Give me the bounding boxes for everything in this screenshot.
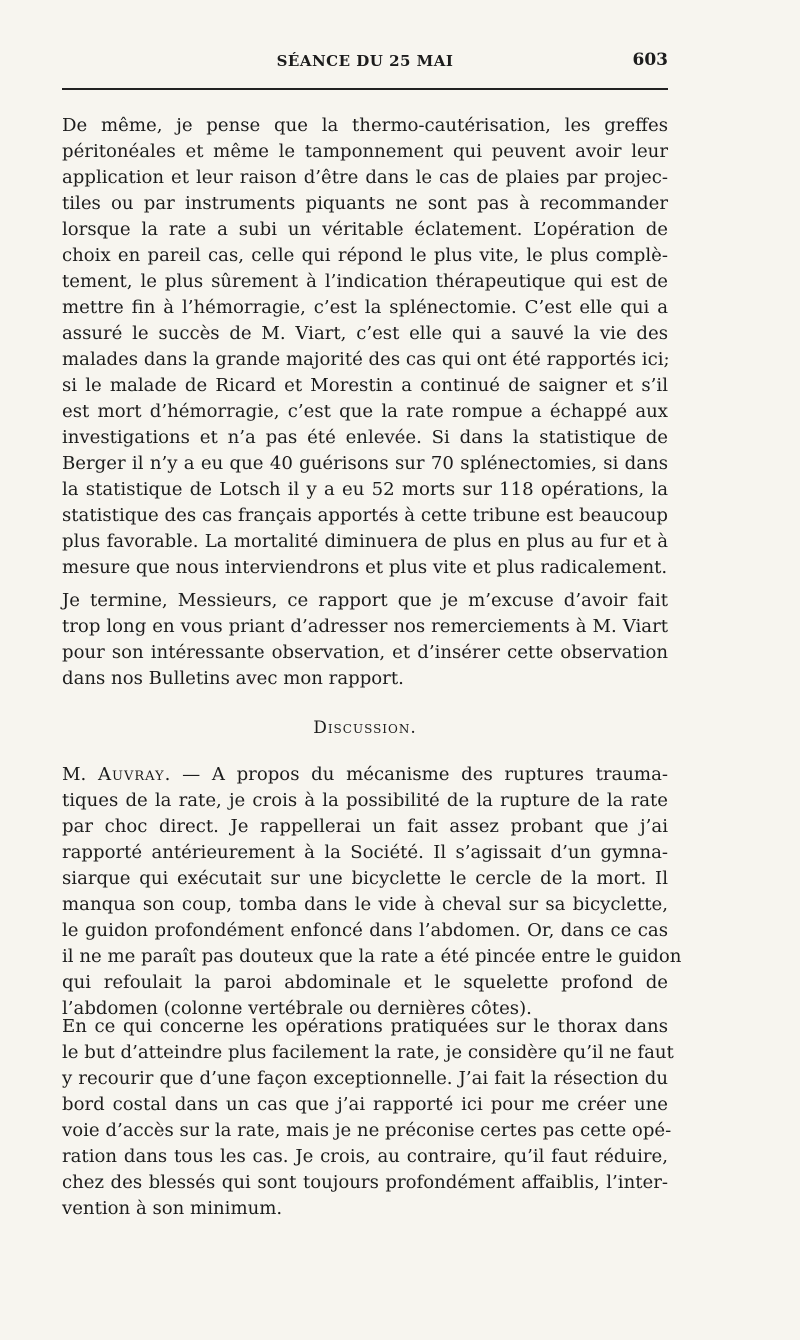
paragraph-line: choix en pareil cas, celle qui répond le plus vite, le plus complè- [62, 245, 668, 266]
header-rule [62, 88, 668, 90]
paragraph-line: chez des blessés qui sont toujours profondément affaiblis, l’inter- [62, 1172, 668, 1193]
paragraph-line: Je termine, Messieurs, ce rapport que je m’excuse d’avoir fait [62, 590, 668, 611]
paragraph-line: mettre fin à l’hémorragie, c’est la splénectomie. C’est elle qui a [62, 297, 668, 318]
paragraph-line: dans nos Bulletins avec mon rapport. [62, 668, 404, 689]
speaker-name: Auvray [97, 764, 165, 785]
paragraph-line: voie d’accès sur la rate, mais je ne préconise certes pas cette opé- [62, 1120, 672, 1141]
paragraph-line: application et leur raison d’être dans le cas de plaies par projec- [62, 167, 668, 188]
paragraph-line: malades dans la grande majorité des cas qui ont été rapportés ici; [62, 349, 670, 370]
paragraph-line: mesure que nous interviendrons et plus vite et plus radicalement. [62, 557, 668, 578]
paragraph-1 [62, 113, 668, 581]
paragraph-line: si le malade de Ricard et Morestin a continué de saigner et s’il [62, 375, 668, 396]
paragraph-line: plus favorable. La mortalité diminuera de plus en plus au fur et à [62, 531, 668, 552]
paragraph-line: manqua son coup, tomba dans le vide à cheval sur sa bicyclette, [62, 894, 668, 915]
paragraph-line: le but d’atteindre plus facilement la rate, je considère qu’il ne faut [62, 1042, 674, 1063]
paragraph-3 [62, 762, 682, 1022]
paragraph-line: tement, le plus sûrement à l’indication thérapeutique qui est de [62, 271, 668, 292]
paragraph-line: le guidon profondément enfoncé dans l’abdomen. Or, dans ce cas [62, 920, 668, 941]
paragraph-line: péritonéales et même le tamponnement qui peuvent avoir leur [62, 141, 668, 162]
paragraph-line: investigations et n’a pas été enlevée. Si dans la statistique de [62, 427, 668, 448]
paragraph-3-lines [62, 788, 682, 1022]
page-header [62, 50, 668, 76]
speaker-line-rest: . — A propos du mécanisme des ruptures trauma- [164, 764, 668, 785]
discussion-heading: Discussion. [313, 718, 417, 738]
paragraph-line: De même, je pense que la thermo-cautérisation, les greffes [62, 115, 668, 136]
paragraph-line: vention à son minimum. [62, 1198, 283, 1219]
paragraph-line: lorsque la rate a subi un véritable éclatement. L’opération de [62, 219, 668, 240]
paragraph-line: tiles ou par instruments piquants ne sont pas à recommander [62, 193, 668, 214]
paragraph-line: par choc direct. Je rappellerai un fait assez probant que j’ai [62, 816, 668, 837]
paragraph-line: y recourir que d’une façon exceptionnelle. J’ai fait la résection du [62, 1068, 668, 1089]
paragraph-line: est mort d’hémorragie, c’est que la rate rompue a échappé aux [62, 401, 668, 422]
paragraph-line: statistique des cas français apportés à cette tribune est beaucoup [62, 505, 668, 526]
paragraph-line: l’abdomen (colonne vertébrale ou dernières côtes). [62, 998, 532, 1019]
paragraph-4 [62, 1014, 674, 1222]
paragraph-line: qui refoulait la paroi abdominale et le squelette profond de [62, 972, 668, 993]
speaker-prefix: M. [62, 764, 98, 785]
paragraph-line: rapporté antérieurement à la Société. Il s’agissait d’un gymna- [62, 842, 668, 863]
paragraph-line: ration dans tous les cas. Je crois, au contraire, qu’il faut réduire, [62, 1146, 668, 1167]
paragraph-line: pour son intéressante observation, et d’insérer cette observation [62, 642, 668, 663]
paragraph-line: trop long en vous priant d’adresser nos remerciements à M. Viart [62, 616, 668, 637]
paragraph-line: Berger il n’y a eu que 40 guérisons sur 70 splénectomies, si dans [62, 453, 668, 474]
paragraph-line: bord costal dans un cas que j’ai rapporté ici pour me créer une [62, 1094, 668, 1115]
running-title: SÉANCE DU 25 MAI [276, 52, 454, 70]
paragraph-line: assuré le succès de M. Viart, c’est elle qui a sauvé la vie des [62, 323, 668, 344]
paragraph-line: la statistique de Lotsch il y a eu 52 morts sur 118 opérations, la [62, 479, 668, 500]
paragraph-line: En ce qui concerne les opérations pratiquées sur le thorax dans [62, 1016, 668, 1037]
paragraph-line: siarque qui exécutait sur une bicyclette le cercle de la mort. Il [62, 868, 668, 889]
page-number: 603 [632, 50, 668, 70]
paragraph-line: tiques de la rate, je crois à la possibilité de la rupture de la rate [62, 790, 668, 811]
paragraph-2 [62, 588, 668, 692]
paragraph-line [62, 762, 668, 788]
paragraph-line: il ne me paraît pas douteux que la rate a été pincée entre le guidon [62, 946, 682, 967]
